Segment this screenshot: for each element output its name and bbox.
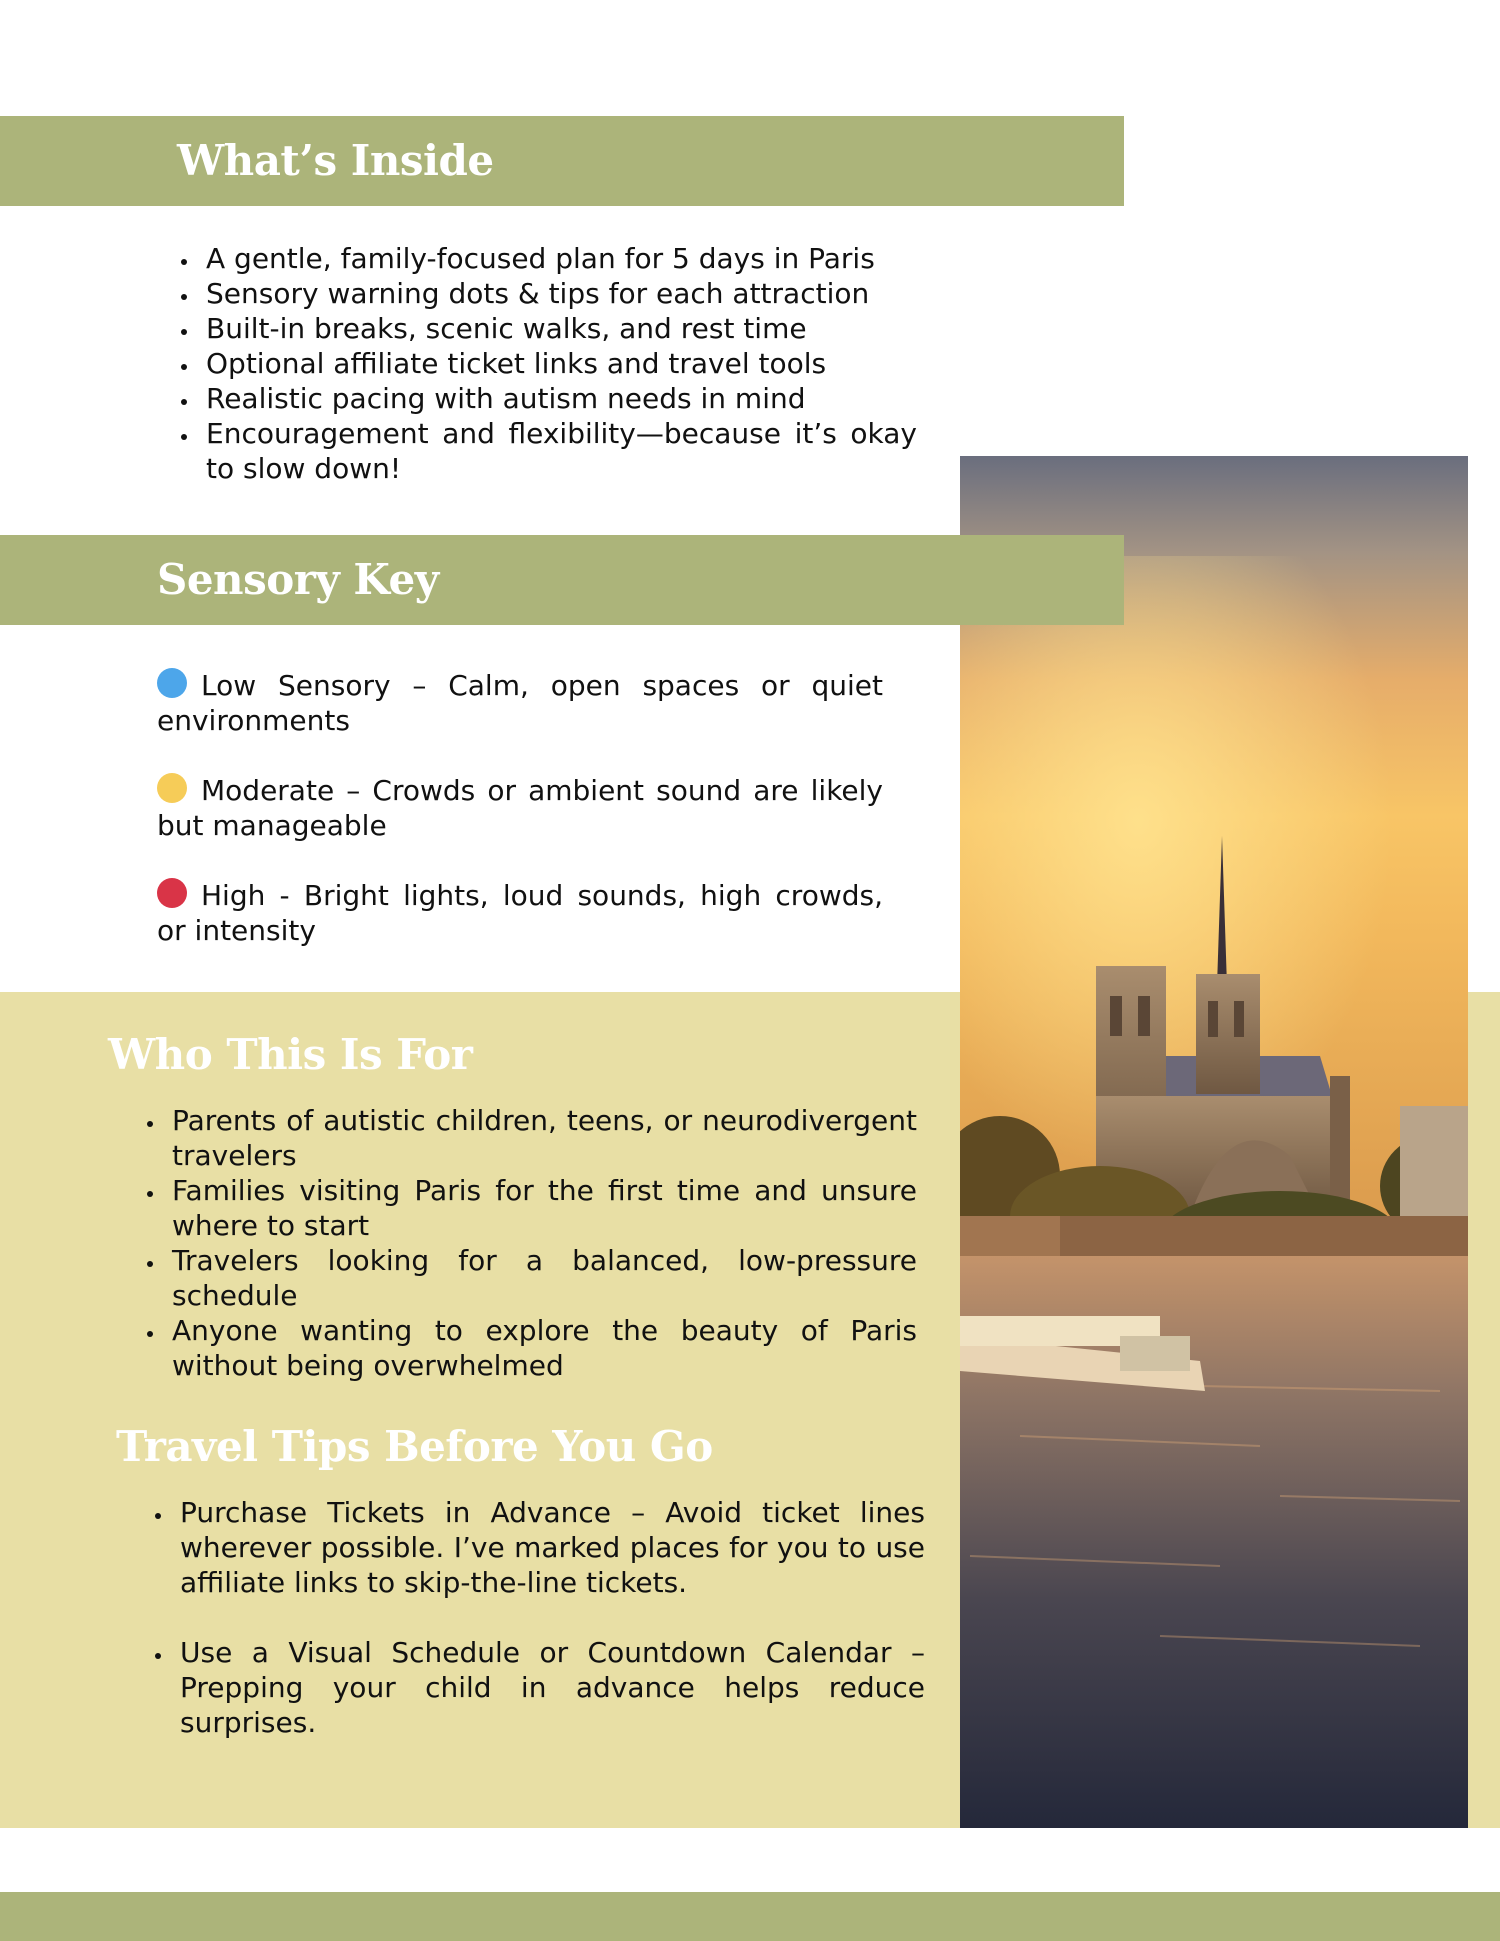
who-for-title: Who This Is For bbox=[108, 1030, 473, 1079]
sensory-low-row bbox=[157, 668, 883, 738]
sensory-high-text: High - Bright lights, loud sounds, high crowds, or intensity bbox=[157, 879, 883, 947]
list-item: • Use a Visual Schedule or Countdown Calendar – Prepping your child in advance helps reduce surprises. bbox=[174, 1635, 925, 1740]
blue-dot-icon bbox=[157, 668, 187, 698]
list-item: • Optional affiliate ticket links and travel tools bbox=[200, 346, 917, 381]
whats-inside-title: What’s Inside bbox=[177, 136, 494, 185]
sensory-moderate-text: Moderate – Crowds or ambient sound are likely but manageable bbox=[157, 774, 883, 842]
red-dot-icon bbox=[157, 878, 187, 908]
footer-bar bbox=[0, 1892, 1500, 1941]
sensory-key-title: Sensory Key bbox=[157, 555, 439, 604]
whats-inside-list bbox=[165, 241, 917, 486]
list-item: • Realistic pacing with autism needs in mind bbox=[200, 381, 917, 416]
sensory-moderate-row bbox=[157, 773, 883, 843]
yellow-dot-icon bbox=[157, 773, 187, 803]
list-item: • Purchase Tickets in Advance – Avoid ticket lines wherever possible. I’ve marked places for you to use affiliate links to skip-the-line tickets. bbox=[174, 1495, 925, 1600]
list-item: • A gentle, family-focused plan for 5 days in Paris bbox=[200, 241, 917, 276]
list-item: • Sensory warning dots & tips for each attraction bbox=[200, 276, 917, 311]
sensory-low-text: Low Sensory – Calm, open spaces or quiet environments bbox=[157, 669, 883, 737]
list-item: • Families visiting Paris for the first time and unsure where to start bbox=[166, 1173, 917, 1243]
list-item: • Anyone wanting to explore the beauty of Paris without being overwhelmed bbox=[166, 1313, 917, 1383]
sensory-high-row bbox=[157, 878, 883, 948]
travel-tips-list bbox=[139, 1495, 925, 1740]
travel-tips-title: Travel Tips Before You Go bbox=[116, 1422, 713, 1471]
list-item: • Encouragement and flexibility—because it’s okay to slow down! bbox=[200, 416, 917, 486]
list-item: • Parents of autistic children, teens, or neurodivergent travelers bbox=[166, 1103, 917, 1173]
who-for-list bbox=[131, 1103, 917, 1383]
notre-dame-photo bbox=[960, 456, 1468, 1828]
list-item: • Built-in breaks, scenic walks, and rest time bbox=[200, 311, 917, 346]
list-item: • Travelers looking for a balanced, low-pressure schedule bbox=[166, 1243, 917, 1313]
whats-inside-header-band bbox=[0, 116, 1124, 206]
sensory-key-header-band bbox=[0, 535, 1124, 625]
